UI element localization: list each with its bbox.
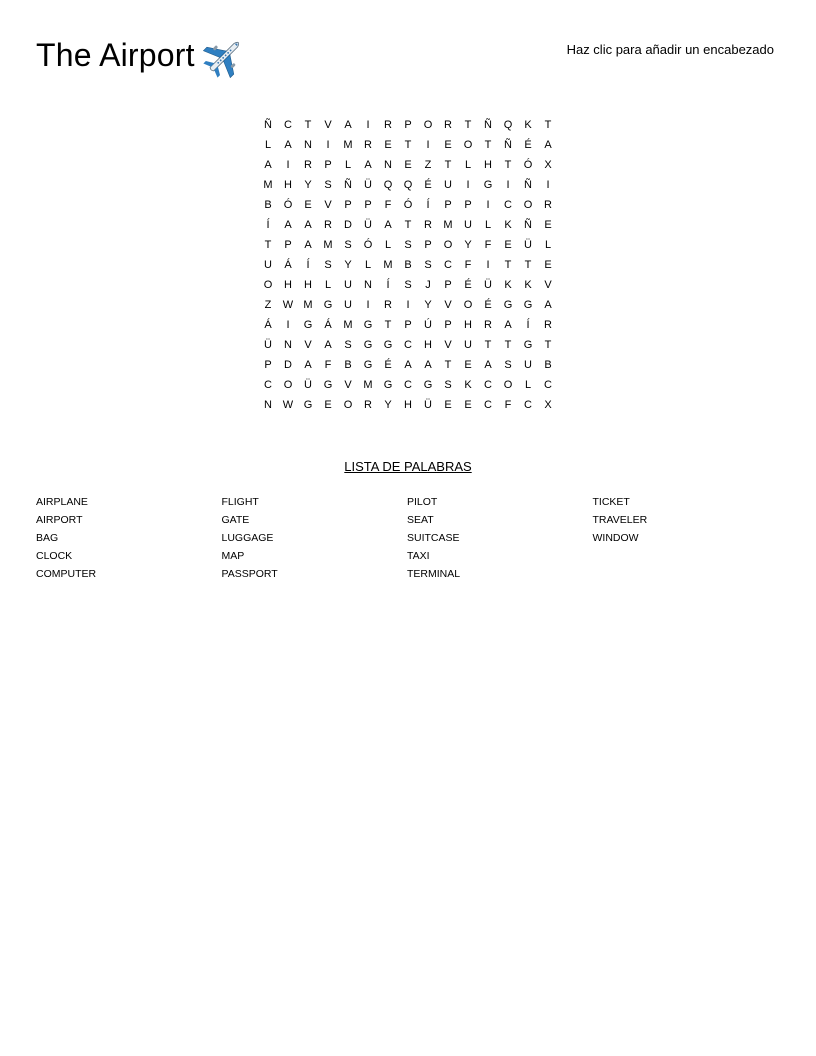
grid-cell: P (404, 319, 412, 331)
grid-cell: W (282, 299, 294, 311)
grid-cell: H (484, 159, 492, 171)
grid-cell: Ü (304, 379, 312, 391)
grid-cell: B (544, 359, 552, 371)
grid-cell: Á (264, 319, 272, 331)
grid-cell: A (504, 319, 512, 331)
grid-row (258, 235, 558, 255)
grid-cell: O (463, 139, 473, 151)
grid-cell: Í (266, 219, 270, 231)
grid-cell: T (304, 119, 312, 131)
grid-cell: Y (344, 259, 352, 271)
grid-cell: A (284, 219, 292, 231)
grid-cell: R (304, 159, 312, 171)
word-column (36, 493, 222, 583)
grid-cell: R (364, 399, 372, 411)
grid-cell: I (486, 199, 490, 211)
grid-row (258, 395, 558, 415)
grid-cell: E (464, 399, 472, 411)
grid-cell: S (344, 239, 352, 251)
word-item: GATE (221, 514, 250, 526)
grid-cell: R (484, 319, 492, 331)
grid-cell: S (404, 279, 412, 291)
grid-cell: Á (284, 259, 292, 271)
grid-cell: Í (426, 199, 430, 211)
word-item: AIRPORT (36, 514, 83, 526)
grid-cell: U (264, 259, 272, 271)
grid-cell: L (324, 279, 332, 291)
grid-cell: I (366, 119, 370, 131)
grid-row (258, 315, 558, 335)
grid-row (258, 355, 558, 375)
grid-cell: F (484, 239, 492, 251)
word-item: CLOCK (36, 550, 73, 562)
grid-cell: Í (526, 319, 530, 331)
grid-row (258, 215, 558, 235)
grid-cell: H (304, 279, 312, 291)
grid-cell: S (344, 339, 352, 351)
grid-cell: I (486, 259, 490, 271)
grid-cell: T (484, 139, 492, 151)
grid-cell: C (484, 399, 492, 411)
grid-cell: H (284, 279, 292, 291)
grid-cell: L (364, 259, 372, 271)
grid-cell: A (544, 139, 552, 151)
grid-cell: Ó (363, 239, 373, 251)
grid-cell: N (364, 279, 372, 291)
grid-cell: A (304, 359, 312, 371)
grid-cell: I (406, 299, 410, 311)
grid-cell: P (464, 199, 472, 211)
word-item: SUITCASE (407, 532, 460, 544)
grid-cell: É (524, 139, 532, 151)
grid-cell: K (504, 219, 512, 231)
word-item: FLIGHT (221, 496, 259, 508)
grid-cell: M (383, 259, 393, 271)
grid-cell: K (524, 279, 532, 291)
grid-row (258, 135, 558, 155)
word-list-title-text: LISTA DE PALABRAS (344, 459, 472, 474)
grid-cell: T (504, 259, 512, 271)
grid-cell: O (283, 379, 293, 391)
grid-row (258, 155, 558, 175)
grid-cell: O (523, 199, 533, 211)
grid-cell: C (404, 339, 412, 351)
grid-row (258, 255, 558, 275)
grid-cell: É (464, 279, 472, 291)
word-item: MAP (221, 550, 245, 562)
grid-cell: T (404, 139, 412, 151)
grid-cell: T (264, 239, 272, 251)
grid-cell: A (324, 339, 332, 351)
grid-cell: E (384, 139, 392, 151)
grid-cell: Ñ (504, 139, 512, 151)
airplane-icon (203, 32, 249, 78)
grid-cell: M (363, 379, 373, 391)
word-item: TAXI (407, 550, 430, 562)
grid-cell: Ü (364, 219, 372, 231)
grid-cell: U (464, 219, 472, 231)
grid-cell: V (544, 279, 552, 291)
grid-row (258, 335, 558, 355)
grid-cell: Ü (524, 239, 532, 251)
grid-cell: P (444, 279, 452, 291)
grid-cell: A (304, 219, 312, 231)
grid-row (258, 295, 558, 315)
grid-cell: G (523, 299, 533, 311)
grid-cell: P (444, 199, 452, 211)
grid-cell: Q (383, 179, 393, 191)
grid-cell: R (424, 219, 432, 231)
grid-cell: Ú (424, 319, 432, 331)
grid-cell: A (304, 239, 312, 251)
grid-cell: N (264, 399, 272, 411)
grid-cell: Ó (523, 159, 533, 171)
grid-cell: S (324, 179, 332, 191)
grid-cell: H (404, 399, 412, 411)
grid-cell: É (384, 359, 392, 371)
grid-cell: Y (464, 239, 472, 251)
grid-cell: Ñ (524, 219, 532, 231)
grid-row (258, 175, 558, 195)
grid-cell: K (464, 379, 472, 391)
grid-cell: E (544, 259, 552, 271)
grid-cell: C (544, 379, 552, 391)
grid-cell: P (364, 199, 372, 211)
grid-cell: Á (324, 319, 332, 331)
grid-cell: U (344, 279, 352, 291)
word-list (36, 493, 796, 583)
grid-row (258, 375, 558, 395)
grid-cell: F (384, 199, 392, 211)
grid-cell: C (484, 379, 492, 391)
grid-cell: R (444, 119, 452, 131)
grid-cell: G (303, 319, 313, 331)
grid-cell: L (264, 139, 272, 151)
grid-cell: V (304, 339, 312, 351)
grid-cell: G (523, 339, 533, 351)
grid-cell: R (544, 319, 552, 331)
grid-cell: E (324, 399, 332, 411)
grid-cell: Ü (364, 179, 372, 191)
grid-cell: M (443, 219, 453, 231)
grid-cell: X (544, 159, 552, 171)
grid-cell: M (263, 179, 273, 191)
grid-cell: A (544, 299, 552, 311)
grid-cell: H (424, 339, 432, 351)
grid-cell: I (326, 139, 330, 151)
word-item: TICKET (592, 496, 630, 508)
grid-row (258, 275, 558, 295)
grid-cell: U (444, 179, 452, 191)
grid-cell: A (284, 139, 292, 151)
grid-cell: G (383, 379, 393, 391)
grid-cell: A (344, 119, 352, 131)
grid-cell: I (506, 179, 510, 191)
word-list-title (0, 458, 816, 476)
grid-cell: O (463, 299, 473, 311)
grid-cell: A (404, 359, 412, 371)
grid-cell: P (264, 359, 272, 371)
grid-cell: L (524, 379, 532, 391)
grid-cell: I (546, 179, 550, 191)
word-item: COMPUTER (36, 568, 97, 580)
grid-cell: L (384, 239, 392, 251)
grid-cell: É (484, 299, 492, 311)
grid-cell: D (284, 359, 292, 371)
grid-cell: R (544, 199, 552, 211)
grid-cell: T (544, 339, 552, 351)
grid-cell: T (504, 339, 512, 351)
word-item: BAG (36, 532, 59, 544)
grid-cell: Ü (424, 399, 432, 411)
grid-cell: C (264, 379, 272, 391)
grid-cell: Í (386, 279, 390, 291)
grid-cell: L (484, 219, 492, 231)
grid-cell: U (464, 339, 472, 351)
grid-cell: T (464, 119, 472, 131)
grid-cell: L (544, 239, 552, 251)
grid-cell: E (464, 359, 472, 371)
grid-cell: O (443, 239, 453, 251)
grid-cell: P (424, 239, 432, 251)
grid-cell: P (344, 199, 352, 211)
grid-cell: Ü (484, 279, 492, 291)
grid-cell: U (524, 359, 532, 371)
grid-cell: G (323, 299, 333, 311)
grid-cell: F (324, 359, 332, 371)
grid-cell: A (424, 359, 432, 371)
grid-cell: E (404, 159, 412, 171)
header-placeholder[interactable]: Haz clic para añadir un encabezado (566, 42, 774, 57)
grid-cell: A (364, 159, 372, 171)
grid-cell: H (464, 319, 472, 331)
grid-cell: D (344, 219, 352, 231)
grid-cell: O (423, 119, 433, 131)
grid-cell: F (464, 259, 472, 271)
grid-cell: A (484, 359, 492, 371)
grid-cell: F (504, 399, 512, 411)
grid-cell: G (383, 339, 393, 351)
grid-cell: N (284, 339, 292, 351)
grid-cell: G (503, 299, 513, 311)
word-column (407, 493, 593, 583)
word-item: WINDOW (592, 532, 639, 544)
grid-cell: Í (306, 259, 310, 271)
grid-cell: B (404, 259, 412, 271)
word-item: PASSPORT (221, 568, 278, 580)
word-item: TRAVELER (592, 514, 648, 526)
grid-cell: M (303, 299, 313, 311)
grid-cell: B (344, 359, 352, 371)
grid-cell: I (286, 319, 290, 331)
grid-cell: O (263, 279, 273, 291)
grid-cell: J (425, 279, 431, 291)
grid-cell: S (504, 359, 512, 371)
grid-cell: Q (403, 179, 413, 191)
grid-cell: A (264, 159, 272, 171)
grid-cell: P (444, 319, 452, 331)
grid-cell: R (324, 219, 332, 231)
grid-cell: I (466, 179, 470, 191)
grid-cell: B (264, 199, 272, 211)
grid-cell: T (484, 339, 492, 351)
grid-cell: Z (264, 299, 272, 311)
grid-cell: T (384, 319, 392, 331)
grid-cell: R (364, 139, 372, 151)
word-column (593, 493, 779, 583)
grid-cell: C (524, 399, 532, 411)
grid-cell: M (323, 239, 333, 251)
grid-cell: N (384, 159, 392, 171)
page-title (36, 32, 249, 78)
grid-cell: K (524, 119, 532, 131)
grid-cell: E (504, 239, 512, 251)
grid-cell: T (404, 219, 412, 231)
grid-cell: O (343, 399, 353, 411)
grid-cell: Y (424, 299, 432, 311)
grid-cell: Ñ (524, 179, 532, 191)
grid-cell: P (324, 159, 332, 171)
grid-cell: Ñ (264, 119, 272, 131)
grid-cell: V (324, 199, 332, 211)
word-item: LUGGAGE (221, 532, 274, 544)
grid-cell: Ñ (344, 179, 352, 191)
grid-cell: T (444, 159, 452, 171)
word-item: PILOT (407, 496, 438, 508)
grid-cell: C (404, 379, 412, 391)
word-column (222, 493, 408, 583)
grid-cell: G (303, 399, 313, 411)
grid-cell: Y (384, 399, 392, 411)
grid-cell: G (483, 179, 493, 191)
grid-cell: U (344, 299, 352, 311)
grid-cell: I (366, 299, 370, 311)
grid-cell: G (423, 379, 433, 391)
grid-cell: P (404, 119, 412, 131)
grid-cell: K (504, 279, 512, 291)
grid-cell: C (444, 259, 452, 271)
grid-cell: V (444, 339, 452, 351)
grid-cell: Ñ (484, 119, 492, 131)
grid-cell: C (504, 199, 512, 211)
grid-cell: G (363, 319, 373, 331)
grid-cell: T (544, 119, 552, 131)
grid-cell: X (544, 399, 552, 411)
grid-cell: N (304, 139, 312, 151)
grid-cell: C (284, 119, 292, 131)
grid-row (258, 115, 558, 135)
word-item: AIRPLANE (36, 496, 88, 508)
grid-cell: É (424, 179, 432, 191)
grid-cell: S (404, 239, 412, 251)
grid-cell: Ü (264, 339, 272, 351)
grid-cell: P (284, 239, 292, 251)
word-item: TERMINAL (407, 568, 461, 580)
word-item: SEAT (407, 514, 434, 526)
grid-cell: R (384, 299, 392, 311)
grid-cell: T (524, 259, 532, 271)
grid-cell: V (444, 299, 452, 311)
grid-cell: O (503, 379, 513, 391)
grid-cell: S (444, 379, 452, 391)
grid-cell: A (384, 219, 392, 231)
letter-grid (258, 115, 558, 415)
grid-cell: I (286, 159, 290, 171)
grid-cell: Y (304, 179, 312, 191)
page-title-text: The Airport (36, 37, 195, 73)
grid-cell: T (444, 359, 452, 371)
grid-cell: Q (503, 119, 513, 131)
grid-cell: W (282, 399, 294, 411)
grid-cell: E (304, 199, 312, 211)
grid-cell: Ó (283, 199, 293, 211)
grid-cell: Ó (403, 199, 413, 211)
grid-cell: I (426, 139, 430, 151)
grid-cell: S (324, 259, 332, 271)
grid-cell: V (344, 379, 352, 391)
grid-cell: R (384, 119, 392, 131)
grid-cell: E (544, 219, 552, 231)
grid-cell: G (363, 359, 373, 371)
grid-cell: L (344, 159, 352, 171)
grid-cell: G (323, 379, 333, 391)
grid-cell: M (343, 319, 353, 331)
grid-cell: G (363, 339, 373, 351)
grid-cell: M (343, 139, 353, 151)
grid-row (258, 195, 558, 215)
grid-cell: S (424, 259, 432, 271)
grid-cell: H (284, 179, 292, 191)
grid-cell: E (444, 139, 452, 151)
grid-cell: L (464, 159, 472, 171)
grid-cell: V (324, 119, 332, 131)
grid-cell: E (444, 399, 452, 411)
grid-cell: Z (424, 159, 432, 171)
grid-cell: T (504, 159, 512, 171)
